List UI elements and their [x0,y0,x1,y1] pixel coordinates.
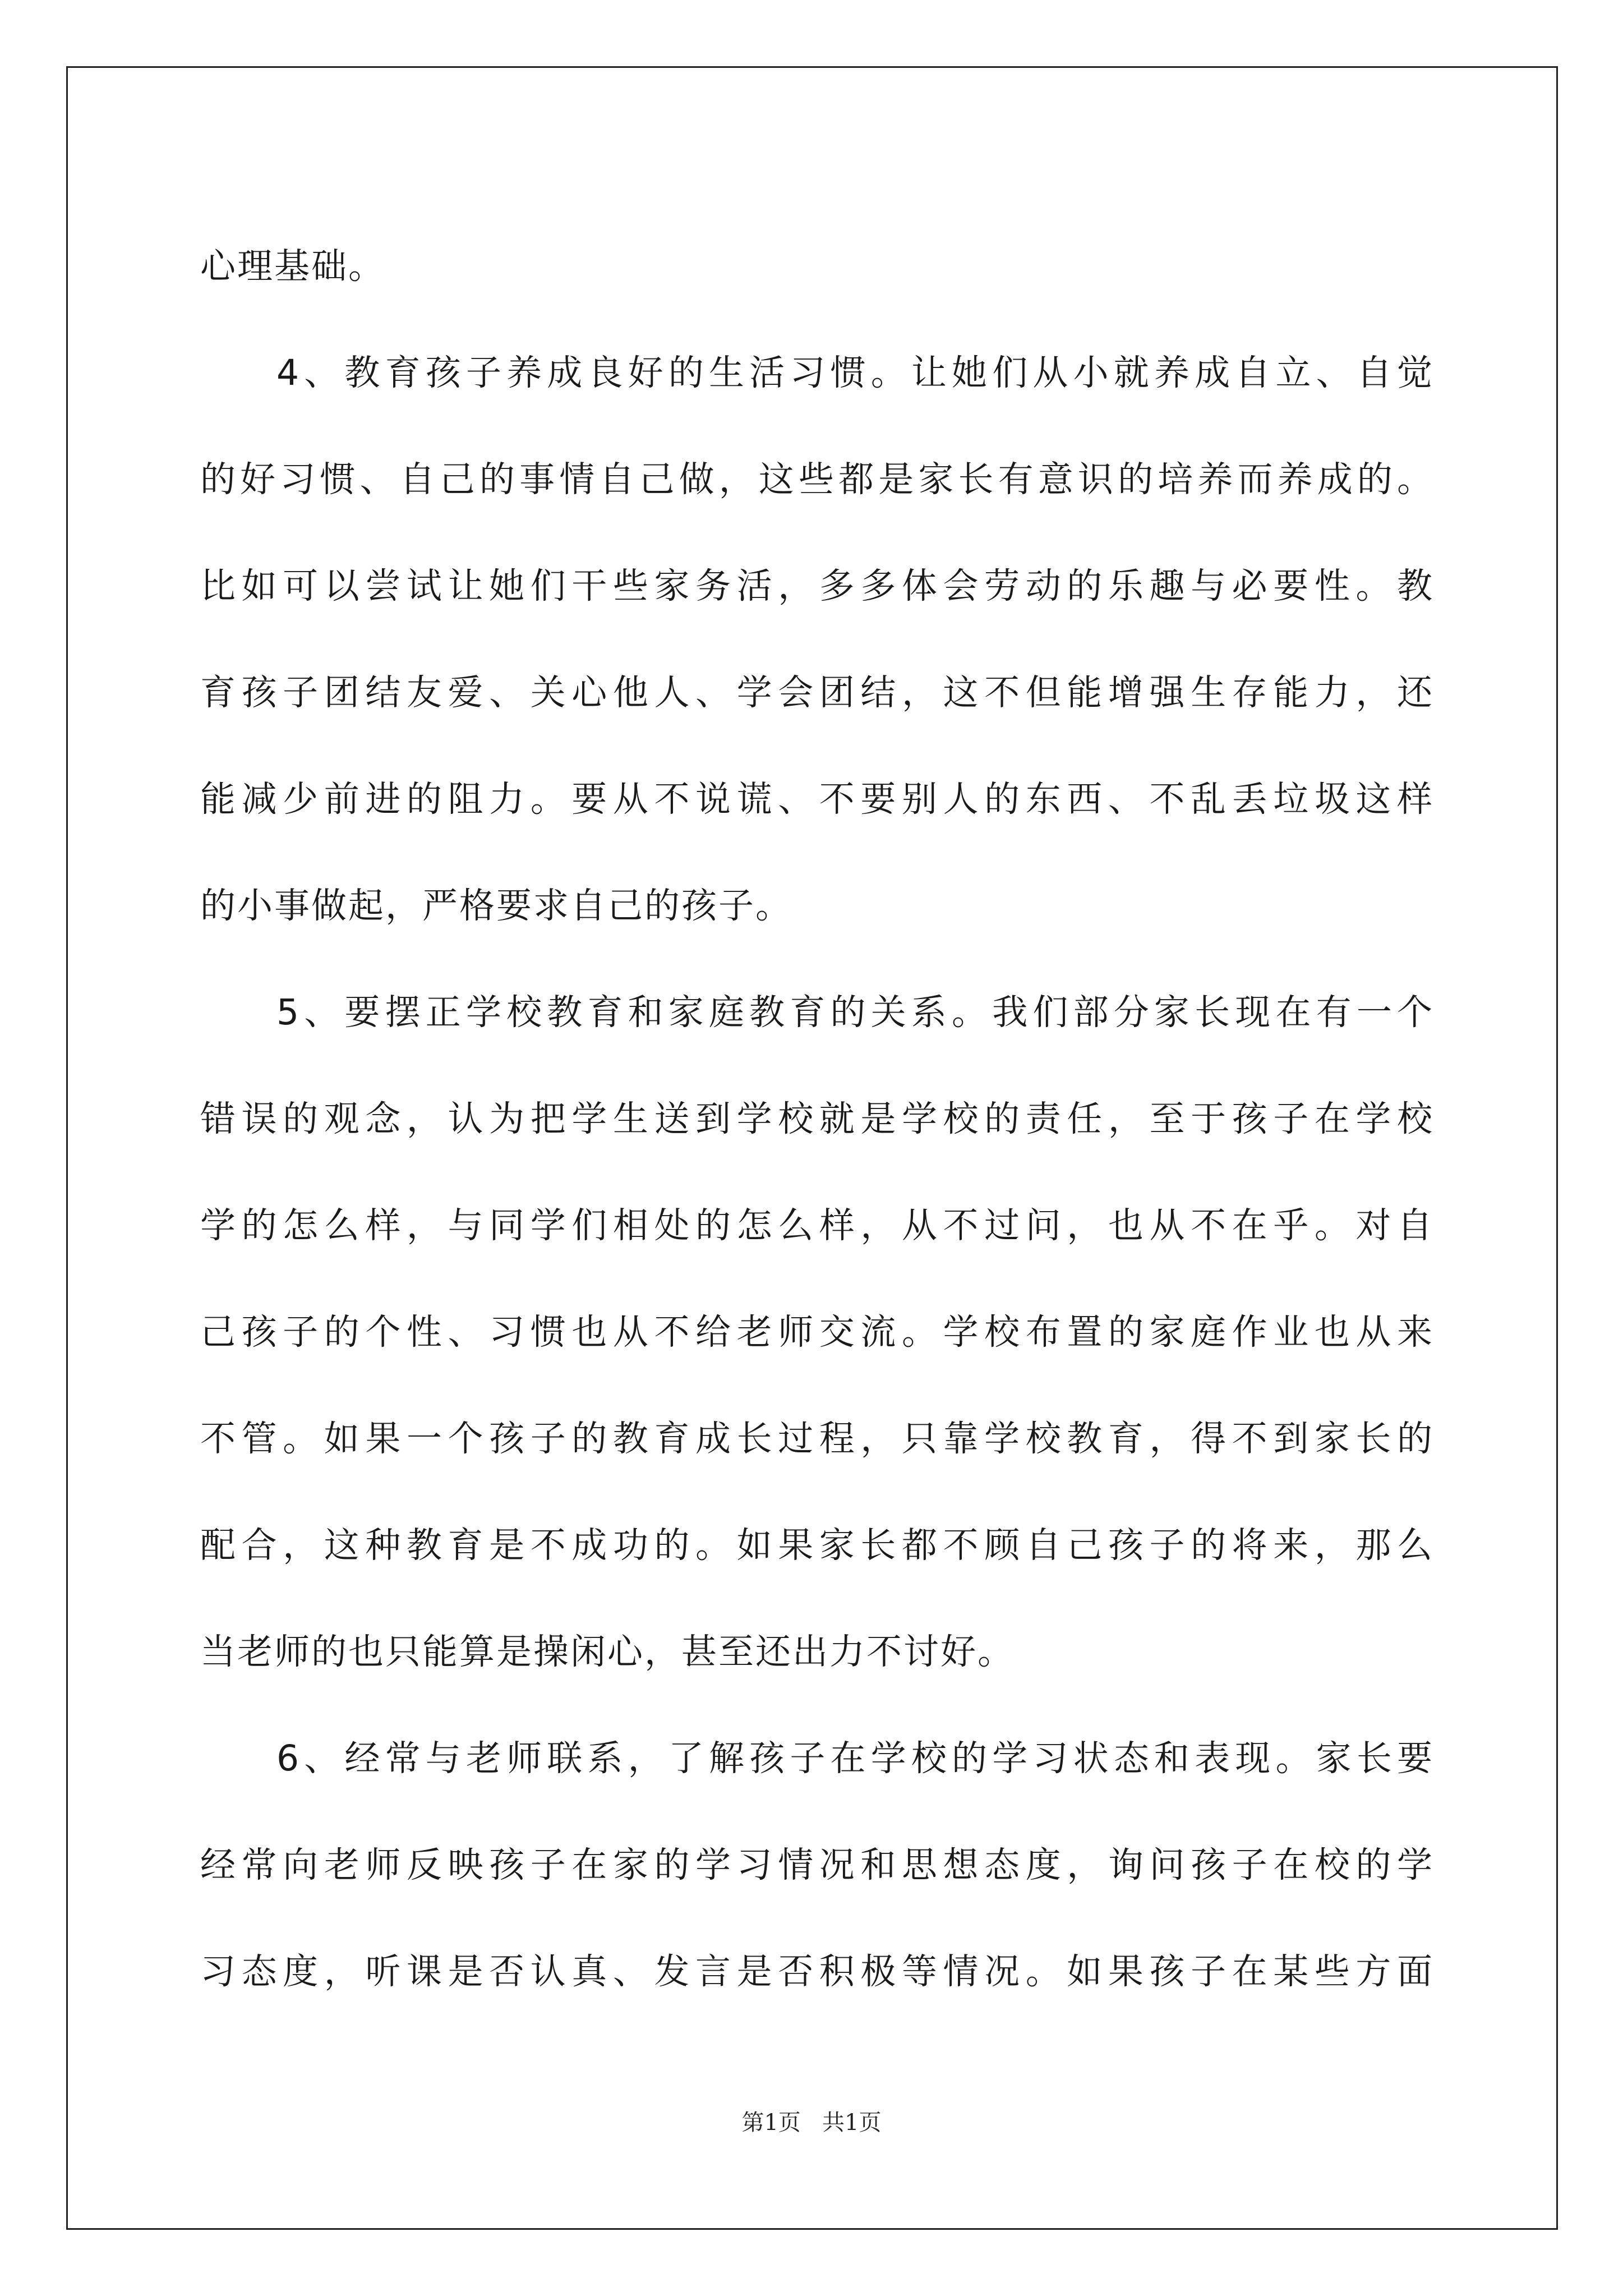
text-line: 能减少前进的阻力。要从不说谎、不要别人的东西、不乱丢垃圾这样 [200,779,1434,820]
paragraph-5-start: 5、要摆正学校教育和家庭教育的关系。我们部分家长现在有一个 [276,992,1434,1033]
paragraph-4-start: 4、教育孩子养成良好的生活习惯。让她们从小就养成自立、自觉 [276,352,1434,393]
text-line: 比如可以尝试让她们干些家务活，多多体会劳动的乐趣与必要性。教 [200,565,1434,606]
text-line: 的好习惯、自己的事情自己做，这些都是家长有意识的培养而养成的。 [200,459,1434,500]
text-line: 习态度，听课是否认真、发言是否积极等情况。如果孩子在某些方面 [200,1951,1434,1992]
paragraph-6-start: 6、经常与老师联系，了解孩子在学校的学习状态和表现。家长要 [276,1738,1434,1779]
text-line: 不管。如果一个孩子的教育成长过程，只靠学校教育，得不到家长的 [200,1418,1434,1459]
text-line: 当老师的也只能算是操闲心，甚至还出力不讨好。 [200,1631,1015,1672]
text-line: 学的怎么样，与同学们相处的怎么样，从不过问，也从不在乎。对自 [200,1205,1434,1246]
text-line: 己孩子的个性、习惯也从不给老师交流。学校布置的家庭作业也从来 [200,1312,1434,1352]
text-line: 的小事做起，严格要求自己的孩子。 [200,885,792,926]
text-line: 心理基础。 [200,246,385,287]
text-line: 育孩子团结友爱、关心他人、学会团结，这不但能增强生存能力，还 [200,672,1434,713]
document-body [200,213,1434,2025]
text-line: 经常向老师反映孩子在家的学习情况和思想态度，询问孩子在校的学 [200,1844,1434,1885]
text-line: 错误的观念，认为把学生送到学校就是学校的责任，至于孩子在学校 [200,1098,1434,1139]
page-footer: 第1页 共1页 [741,2110,882,2136]
text-line: 配合，这种教育是不成功的。如果家长都不顾自己孩子的将来，那么 [200,1525,1434,1566]
